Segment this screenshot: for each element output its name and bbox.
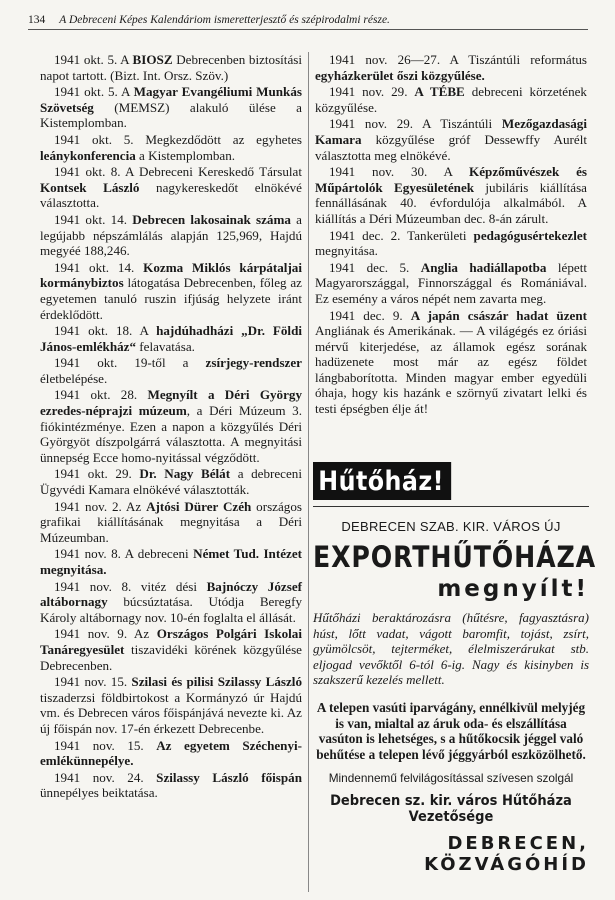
entry-text: 1941 nov. 29. A Tiszántúli [329,116,502,132]
chronicle-entry [315,164,587,226]
entry-text: 1941 okt. 19-től a [54,355,206,371]
entry-text: 1941 okt. 18. A [54,323,157,339]
chronicle-entry [40,387,302,465]
entry-text: 1941 dec. 5. [329,259,421,275]
entry-bold-text: Szilasi és pilisi Szilassy László [131,674,302,690]
entry-text: 1941 okt. 5. Megkezdődött az egyhetes [54,131,302,147]
entry-text: Debrecenben biztosítási napot tartott. (Bizt. Int. Orsz. Szöv.) [40,52,302,83]
chronicle-entry [315,308,587,417]
entry-bold-text: Mezőgazdasági Kamara [315,116,587,147]
chronicle-entry [40,132,302,163]
entry-text: 1941 okt. 5. A [54,84,134,100]
ad-subtitle: DEBRECEN SZAB. KIR. VÁROS ÚJ [341,519,561,534]
entry-bold-text: Országos Polgári Iskolai Tanáregyesület [40,626,302,657]
entry-text: búcsúztatása. Utódja Beregfy Károly altábornagy nov. 10-én foglalta el állását. [40,594,302,625]
entry-text: 1941 nov. 24. [54,769,157,785]
entry-bold-text: leánykonferencia [40,147,136,163]
entry-text: 1941 okt. 29. [54,466,140,482]
entry-bold-text: Az egyetem Széchenyi-emlékünnepélye. [40,737,302,769]
chronicle-entry [40,52,302,83]
entry-bold-text: BIOSZ [132,52,173,67]
chronicle-entry [40,84,302,131]
chronicle-entry [40,626,302,673]
entry-text: 1941 nov. 30. A [329,164,470,180]
entry-text: tiszavidéki körének közgyűlése Debrecenben. [40,641,302,673]
entry-text: 1941 okt. 14. [54,211,133,227]
entry-bold-text: Anglia hadiállapotba [420,259,547,275]
entry-bold-text: Dr. Nagy Bélát [139,466,231,482]
ad-address-line1: DEBRECEN, [447,833,589,855]
ad-address-line2: KÖZVÁGÓHÍD [424,854,589,876]
entry-text: 1941 nov. 15. [54,737,157,753]
running-title: A Debreceni Képes Kalendáriom ismeretterjesztő és szépirodalmi része. [59,14,390,26]
ad-title: Hűtőház! [313,462,451,500]
chronicle-entry [40,738,302,769]
entry-text: (MEMSZ) alakuló ülése a Kistemplomban. [40,99,302,131]
page-number: 134 [28,14,46,26]
entry-bold-text: Debrecen lakosainak száma [132,211,291,227]
entry-bold-text: pedagógusértekezlet [473,227,587,243]
entry-bold-text: Bajnóczy József altábornagy [40,578,302,610]
entry-text: a Kistemplomban. [135,147,236,163]
ad-opening: megnyílt! [437,576,589,602]
entry-text: felavatása. [136,338,195,354]
entry-text: 1941 nov. 8. A debreceni [54,546,194,562]
chronicle-entry [40,355,302,386]
chronicle-entry [40,323,302,354]
entry-bold-text: egyházkerület őszi közgyűlése. [315,67,485,83]
entry-bold-text: Képzőművészek és Műpártolók Egyesületének [315,164,587,195]
entry-bold-text: A japán császár hadat üzent [410,307,587,323]
entry-bold-text: hajdúhadházi „Dr. Földi János-emlékház“ [40,323,302,354]
chronicle-entry [40,674,302,736]
left-column [40,52,302,802]
chronicle-entry [315,228,587,259]
entry-text: életbelépése. [40,370,108,386]
entry-bold-text: Kontsek László [40,179,140,195]
entry-text: a debreceni Ügyvédi Kamara elnökévé választották. [40,466,302,498]
ad-headline: EXPORTHŰTŐHÁZA [313,540,597,574]
entry-text: 1941 nov. 26—27. A Tiszántúli református [329,52,587,67]
entry-text: jubiláris kiállítása fennállásának 40. évfordulója alkalmából. A kiállítás a Déri Múzeumban dec. 8-án zárult. [315,179,587,226]
ad-small-text: Mindennemű felvilágosítással szívesen szolgál [328,771,574,786]
chronicle-entry [315,52,587,83]
entry-text: látogatása Debrecenben, főleg az egyetemen tanuló ruszin ifjúság helyzete iránt érdeklődött. [40,275,302,322]
ad-address [313,833,589,875]
entry-text: a legújabb népszámlálás alapján 125,969, Hajdú megyéé 188,246. [40,211,302,259]
entry-text: 1941 nov. 8. vitéz dési [54,578,207,594]
entry-text: 1941 okt. 14. [54,259,144,275]
entry-bold-text: Német Tud. Intézet megnyitása. [40,546,302,577]
entry-text: Angliának és Amerikának. — A világégés ez óriási mérvű kiterjedése, az államok egész sorának hadüzenete most már az egész földet lángbaborította. Minden magyar ember egyedüli óhaja, hogy kis hazánk e szörnyű zivatart lelki és testi épségben élje át! [315,323,587,417]
entry-text: 1941 okt. 8. A Debreceni Kereskedő Társulat [54,164,302,180]
entry-text: 1941 nov. 29. [329,84,415,100]
entry-bold-text: Magyar Evangéliumi Munkás Szövetség [40,84,302,115]
entry-text: debreceni körzetének közgyűlése. [315,84,587,115]
entry-bold-text: Szilassy László főispán [156,769,302,785]
chronicle-entry [315,84,587,115]
entry-text: ünnepélyes beiktatása. [40,785,158,801]
ad-bold-text: A telepen vasúti iparvágány, ennélkivül melyjég is van, mialtal az áruk oda- és elszállítása vasúton is lehetséges, s a hűtőkocsik jéggel való behűtése a telepen lévő jéggyárból eszközölhető. [316,699,586,762]
entry-bold-text: zsírjegy-rendszer [205,355,302,371]
entry-text: megnyitása. [315,243,378,259]
chronicle-entry [40,499,302,546]
chronicle-entry [40,260,302,322]
entry-text: országos grafikai kiállításának megnyitása a Déri Múzeumban. [40,498,302,545]
entry-text: 1941 nov. 15. [54,674,132,690]
ad-description: Hűtőházi beraktározásra (hűtésre, fagyasztásra) húst, lőtt vadat, vágott baromfit, tojást, zsírt, gyümölcsöt, tejterméket, élelmiszerárukat stb. eljogad vevőktől 6-tól 6-ig. Nagy és kisinyben is szakszerű kezelés mellett. [313,610,589,688]
entry-text: , a Déri Múzeum 3. fiókintézménye. Ezen a napon a közgyűlés Déri Györgyöt díszpolgárrá választotta. A megnyitási ünnepség Ecce homo-nyitással végződött. [40,403,302,465]
entry-text: 1941 nov. 2. Az [54,498,147,514]
page-header [28,14,588,30]
chronicle-entry [40,466,302,497]
entry-text: 1941 okt. 5. A [54,52,133,67]
entry-bold-text: Megnyílt a Déri György ezredes-néprajzi múzeum [40,387,302,419]
ad-divider [313,506,589,507]
entry-text: közgyűlése gróf Dessewffy Aurélt választotta meg elnökévé. [315,131,587,163]
chronicle-entry [315,116,587,163]
entry-text: nagykereskedőt elnökévé választotta. [40,179,302,211]
entry-text: 1941 nov. 9. Az [54,626,157,642]
right-column [315,52,587,418]
entry-text: 1941 okt. 28. [54,387,148,403]
entry-text: lépett Magyarországgal, Finnországgal és Romániával. Ez esemény a város népét nem zavarta meg. [315,259,587,306]
entry-text: tiszaderzsi földbirtokost a Kormányzó úr Hajdú vm. és Debrecen város főispánjává nevezte ki. Az új főispán nov. 17-én érkezett Debrecenbe. [40,689,302,736]
advertisement [313,462,597,876]
entry-bold-text: A TÉBE [414,84,465,100]
entry-text: 1941 dec. 9. [329,307,411,323]
chronicle-entry [40,546,302,577]
entry-bold-text: Ajtósi Dürer Czéh [146,498,252,514]
chronicle-entry [40,212,302,259]
entry-bold-text: Kozma Miklós kárpátaljai kormánybiztos [40,259,302,291]
chronicle-entry [40,164,302,211]
entry-text: 1941 dec. 2. Tankerületi [329,227,474,243]
chronicle-entry [315,260,587,307]
chronicle-entry [40,579,302,626]
column-divider [308,52,309,892]
ad-company: Debrecen sz. kir. város Hűtőháza Vezetősége [330,793,572,826]
chronicle-entry [40,770,302,801]
